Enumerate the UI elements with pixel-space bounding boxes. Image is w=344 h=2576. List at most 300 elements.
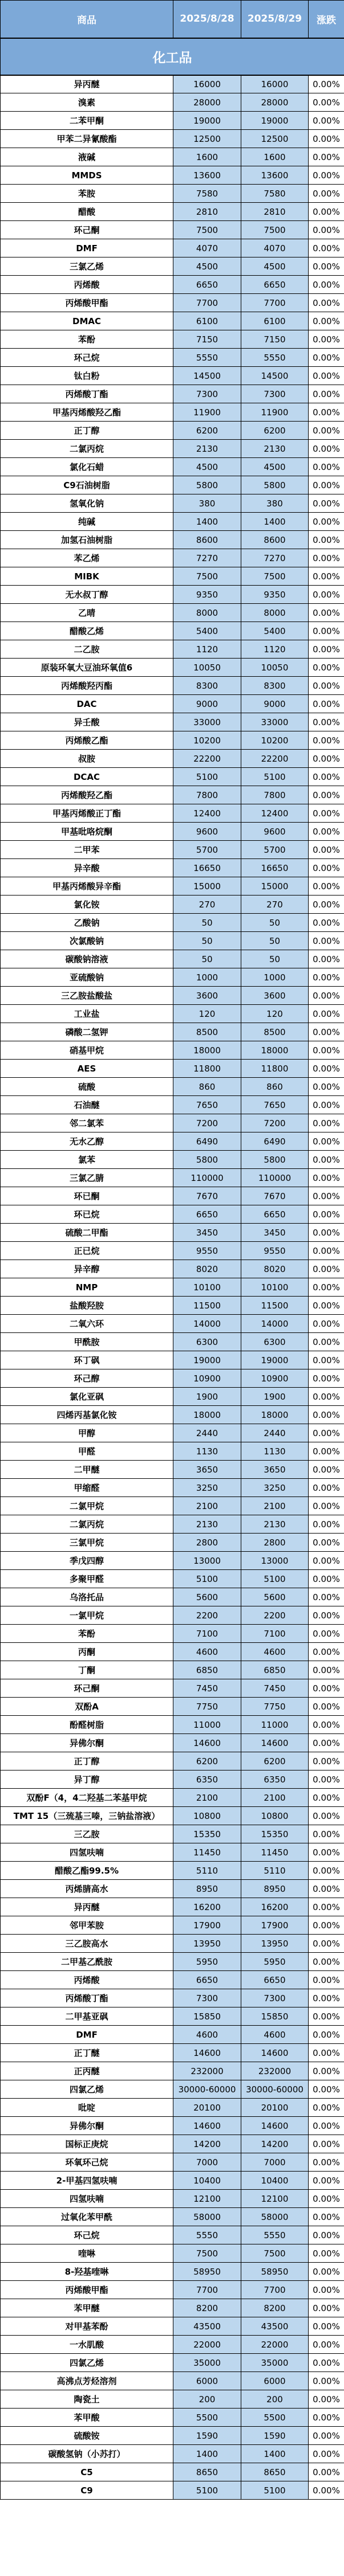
change-percent-cell: 0.00% — [309, 1297, 344, 1315]
price-2025-8-28-cell: 18000 — [173, 1406, 241, 1424]
table-row — [1, 2117, 344, 2135]
price-2025-8-28-cell: 43500 — [173, 2317, 241, 2336]
table-row — [1, 1278, 344, 1297]
product-name-cell: C9 — [1, 2481, 173, 2500]
change-percent-cell: 0.00% — [309, 1151, 344, 1169]
table-row — [1, 2354, 344, 2372]
table-row — [1, 1971, 344, 1989]
price-2025-8-28-cell: 5550 — [173, 2226, 241, 2244]
change-percent-cell: 0.00% — [309, 130, 344, 148]
change-percent-cell: 0.00% — [309, 203, 344, 221]
price-2025-8-28-cell: 58000 — [173, 2208, 241, 2226]
product-name-cell: 二氯丙烷 — [1, 1515, 173, 1534]
price-2025-8-29-cell: 14600 — [241, 2044, 309, 2062]
product-name-cell: 异辛酸 — [1, 859, 173, 877]
change-percent-cell: 0.00% — [309, 841, 344, 859]
product-name-cell: 苯甲酸 — [1, 2409, 173, 2427]
table-row — [1, 2190, 344, 2208]
price-2025-8-28-cell: 7750 — [173, 1698, 241, 1716]
product-name-cell: 双酚A — [1, 1698, 173, 1716]
change-percent-cell: 0.00% — [309, 1789, 344, 1807]
price-2025-8-29-cell: 200 — [241, 2390, 309, 2409]
table-row — [1, 1096, 344, 1114]
table-row — [1, 1862, 344, 1880]
table-row — [1, 239, 344, 257]
table-row — [1, 2390, 344, 2409]
price-2025-8-28-cell: 13950 — [173, 1935, 241, 1953]
price-2025-8-28-cell: 9000 — [173, 695, 241, 713]
table-row — [1, 567, 344, 586]
change-percent-cell: 0.00% — [309, 1242, 344, 1260]
price-2025-8-29-cell: 6200 — [241, 422, 309, 440]
product-name-cell: 丙烯酸羟丙酯 — [1, 677, 173, 695]
price-2025-8-29-cell: 6300 — [241, 1333, 309, 1351]
price-2025-8-29-cell: 6650 — [241, 1971, 309, 1989]
product-name-cell: 环丁砜 — [1, 1351, 173, 1369]
column-header-product: 商品 — [1, 1, 173, 38]
table-row — [1, 440, 344, 458]
change-percent-cell: 0.00% — [309, 2099, 344, 2117]
price-2025-8-28-cell: 1120 — [173, 640, 241, 659]
table-body — [1, 75, 344, 2500]
price-2025-8-28-cell: 35000 — [173, 2354, 241, 2372]
product-name-cell: 亚硫酸钠 — [1, 968, 173, 987]
table-row — [1, 1132, 344, 1151]
change-percent-cell: 0.00% — [309, 93, 344, 112]
product-name-cell: 四烯丙基氯化铵 — [1, 1406, 173, 1424]
price-2025-8-29-cell: 19000 — [241, 1351, 309, 1369]
product-name-cell: 丙烯酸丁酯 — [1, 1989, 173, 2007]
price-2025-8-29-cell: 3250 — [241, 1479, 309, 1497]
table-row — [1, 185, 344, 203]
price-2025-8-29-cell: 30000-60000 — [241, 2080, 309, 2099]
price-2025-8-28-cell: 5800 — [173, 1151, 241, 1169]
price-2025-8-29-cell: 13600 — [241, 166, 309, 185]
change-percent-cell: 0.00% — [309, 494, 344, 513]
table-row — [1, 932, 344, 950]
price-2025-8-29-cell: 7300 — [241, 1989, 309, 2007]
table-row — [1, 877, 344, 896]
table-row — [1, 2427, 344, 2445]
price-2025-8-29-cell: 9350 — [241, 586, 309, 604]
price-2025-8-29-cell: 15000 — [241, 877, 309, 896]
price-2025-8-29-cell: 10100 — [241, 1278, 309, 1297]
change-percent-cell: 0.00% — [309, 2026, 344, 2044]
price-2025-8-29-cell: 33000 — [241, 713, 309, 731]
change-percent-cell: 0.00% — [309, 2190, 344, 2208]
change-percent-cell: 0.00% — [309, 276, 344, 294]
change-percent-cell: 0.00% — [309, 403, 344, 422]
price-2025-8-29-cell: 6850 — [241, 1661, 309, 1679]
price-2025-8-28-cell: 7000 — [173, 2153, 241, 2172]
price-2025-8-29-cell: 11500 — [241, 1297, 309, 1315]
change-percent-cell: 0.00% — [309, 1060, 344, 1078]
table-row — [1, 1224, 344, 1242]
price-2025-8-29-cell: 14200 — [241, 2135, 309, 2153]
price-2025-8-29-cell: 7500 — [241, 567, 309, 586]
price-2025-8-28-cell: 3650 — [173, 1461, 241, 1479]
price-2025-8-28-cell: 1000 — [173, 968, 241, 987]
table-row — [1, 1643, 344, 1661]
price-2025-8-29-cell: 16000 — [241, 75, 309, 93]
column-header-date-2: 2025/8/29 — [241, 1, 309, 38]
price-2025-8-29-cell: 43500 — [241, 2317, 309, 2336]
change-percent-cell: 0.00% — [309, 713, 344, 731]
product-name-cell: 一氯甲烷 — [1, 1606, 173, 1625]
price-2025-8-28-cell: 6100 — [173, 312, 241, 330]
price-2025-8-28-cell: 15000 — [173, 877, 241, 896]
price-2025-8-28-cell: 4500 — [173, 257, 241, 276]
change-percent-cell: 0.00% — [309, 1351, 344, 1369]
price-2025-8-29-cell: 5600 — [241, 1588, 309, 1606]
table-row — [1, 950, 344, 968]
product-name-cell: 氯化石蜡 — [1, 458, 173, 476]
table-row — [1, 1880, 344, 1898]
product-name-cell: MIBK — [1, 567, 173, 586]
table-row — [1, 896, 344, 914]
product-name-cell: 三乙胺 — [1, 1825, 173, 1843]
table-row — [1, 513, 344, 531]
change-percent-cell: 0.00% — [309, 2409, 344, 2427]
price-2025-8-28-cell: 7650 — [173, 1096, 241, 1114]
price-2025-8-28-cell: 7200 — [173, 1114, 241, 1132]
change-percent-cell: 0.00% — [309, 750, 344, 768]
change-percent-cell: 0.00% — [309, 1771, 344, 1789]
price-2025-8-29-cell: 18000 — [241, 1041, 309, 1060]
change-percent-cell: 0.00% — [309, 2390, 344, 2409]
price-2025-8-29-cell: 7500 — [241, 2244, 309, 2263]
price-2025-8-28-cell: 2810 — [173, 203, 241, 221]
product-name-cell: 次氯酸钠 — [1, 932, 173, 950]
price-2025-8-29-cell: 14500 — [241, 367, 309, 385]
table-row — [1, 1771, 344, 1789]
table-row — [1, 695, 344, 713]
product-name-cell: TMT 15（三巯基三嗪，三钠盐溶液） — [1, 1807, 173, 1825]
table-row — [1, 2244, 344, 2263]
change-percent-cell: 0.00% — [309, 2263, 344, 2281]
table-row — [1, 1515, 344, 1534]
product-name-cell: 双酚F（4，4二羟基二苯基甲烷 — [1, 1789, 173, 1807]
change-percent-cell: 0.00% — [309, 731, 344, 750]
price-2025-8-28-cell: 120 — [173, 1005, 241, 1023]
price-2025-8-28-cell: 7800 — [173, 786, 241, 804]
change-percent-cell: 0.00% — [309, 440, 344, 458]
product-name-cell: 异丙醚 — [1, 1898, 173, 1916]
table-row — [1, 367, 344, 385]
price-2025-8-29-cell: 11450 — [241, 1843, 309, 1862]
price-2025-8-28-cell: 2100 — [173, 1497, 241, 1515]
product-name-cell: 环已酮 — [1, 1187, 173, 1205]
table-row — [1, 1169, 344, 1187]
change-percent-cell: 0.00% — [309, 2117, 344, 2135]
product-name-cell: 正丁醚 — [1, 2044, 173, 2062]
table-row — [1, 330, 344, 349]
price-2025-8-28-cell: 6650 — [173, 276, 241, 294]
product-name-cell: 硝基甲烷 — [1, 1041, 173, 1060]
price-2025-8-29-cell: 7650 — [241, 1096, 309, 1114]
table-row — [1, 422, 344, 440]
change-percent-cell: 0.00% — [309, 1333, 344, 1351]
table-row — [1, 2099, 344, 2117]
table-row — [1, 1497, 344, 1515]
product-name-cell: 环己烷 — [1, 349, 173, 367]
change-percent-cell: 0.00% — [309, 1698, 344, 1716]
price-2025-8-28-cell: 16000 — [173, 75, 241, 93]
table-row — [1, 1041, 344, 1060]
price-2025-8-28-cell: 9350 — [173, 586, 241, 604]
price-2025-8-29-cell: 9550 — [241, 1242, 309, 1260]
price-2025-8-29-cell: 17900 — [241, 1916, 309, 1935]
price-2025-8-29-cell: 12400 — [241, 804, 309, 823]
price-2025-8-28-cell: 20100 — [173, 2099, 241, 2117]
table-row — [1, 2044, 344, 2062]
price-2025-8-29-cell: 14600 — [241, 2117, 309, 2135]
price-2025-8-28-cell: 6000 — [173, 2372, 241, 2390]
table-row — [1, 312, 344, 330]
price-2025-8-28-cell: 5800 — [173, 476, 241, 494]
price-2025-8-28-cell: 3250 — [173, 1479, 241, 1497]
table-row — [1, 914, 344, 932]
price-2025-8-29-cell: 110000 — [241, 1169, 309, 1187]
price-2025-8-28-cell: 2200 — [173, 1606, 241, 1625]
table-row — [1, 1005, 344, 1023]
product-name-cell: 甲醛 — [1, 1442, 173, 1461]
change-percent-cell: 0.00% — [309, 1679, 344, 1698]
change-percent-cell: 0.00% — [309, 1825, 344, 1843]
price-2025-8-29-cell: 2130 — [241, 1515, 309, 1534]
table-row — [1, 2409, 344, 2427]
change-percent-cell: 0.00% — [309, 2172, 344, 2190]
price-2025-8-29-cell: 7150 — [241, 330, 309, 349]
price-2025-8-28-cell: 2100 — [173, 1789, 241, 1807]
price-2025-8-28-cell: 14600 — [173, 1734, 241, 1752]
price-2025-8-28-cell: 13600 — [173, 166, 241, 185]
change-percent-cell: 0.00% — [309, 1369, 344, 1388]
price-2025-8-29-cell: 7000 — [241, 2153, 309, 2172]
table-row — [1, 276, 344, 294]
price-2025-8-28-cell: 8600 — [173, 531, 241, 549]
table-row — [1, 640, 344, 659]
price-2025-8-28-cell: 28000 — [173, 93, 241, 112]
product-name-cell: 苯乙烯 — [1, 549, 173, 567]
table-row — [1, 713, 344, 731]
change-percent-cell: 0.00% — [309, 2445, 344, 2463]
change-percent-cell: 0.00% — [309, 422, 344, 440]
price-2025-8-29-cell: 58000 — [241, 2208, 309, 2226]
price-2025-8-28-cell: 5950 — [173, 1953, 241, 1971]
product-name-cell: 正已烷 — [1, 1242, 173, 1260]
price-2025-8-29-cell: 7800 — [241, 786, 309, 804]
price-2025-8-29-cell: 16200 — [241, 1898, 309, 1916]
table-row — [1, 2007, 344, 2026]
price-2025-8-28-cell: 1400 — [173, 513, 241, 531]
price-2025-8-29-cell: 1400 — [241, 513, 309, 531]
table-row — [1, 1953, 344, 1971]
table-row — [1, 1807, 344, 1825]
product-name-cell: 原装环氧大豆油环氧值6 — [1, 659, 173, 677]
price-2025-8-29-cell: 232000 — [241, 2062, 309, 2080]
table-row — [1, 2026, 344, 2044]
product-name-cell: 环己酮 — [1, 221, 173, 239]
price-2025-8-29-cell: 7580 — [241, 185, 309, 203]
price-2025-8-29-cell: 11800 — [241, 1060, 309, 1078]
table-row — [1, 1625, 344, 1643]
price-2025-8-28-cell: 3450 — [173, 1224, 241, 1242]
change-percent-cell: 0.00% — [309, 1479, 344, 1497]
product-name-cell: DMF — [1, 239, 173, 257]
product-name-cell: 邻二氯苯 — [1, 1114, 173, 1132]
change-percent-cell: 0.00% — [309, 2135, 344, 2153]
product-name-cell: 环氧环己烷 — [1, 2153, 173, 2172]
change-percent-cell: 0.00% — [309, 1205, 344, 1224]
price-2025-8-29-cell: 6350 — [241, 1771, 309, 1789]
product-name-cell: 硫酸二甲酯 — [1, 1224, 173, 1242]
price-2025-8-29-cell: 5950 — [241, 1953, 309, 1971]
price-2025-8-28-cell: 15850 — [173, 2007, 241, 2026]
table-row — [1, 1734, 344, 1752]
price-2025-8-28-cell: 8000 — [173, 604, 241, 622]
table-row — [1, 1898, 344, 1916]
table-row — [1, 1388, 344, 1406]
price-2025-8-28-cell: 6850 — [173, 1661, 241, 1679]
change-percent-cell: 0.00% — [309, 1588, 344, 1606]
price-2025-8-29-cell: 6650 — [241, 1205, 309, 1224]
price-2025-8-28-cell: 7300 — [173, 385, 241, 403]
price-2025-8-28-cell: 11450 — [173, 1843, 241, 1862]
price-2025-8-29-cell: 15350 — [241, 1825, 309, 1843]
table-row — [1, 1333, 344, 1351]
price-2025-8-28-cell: 11000 — [173, 1716, 241, 1734]
price-2025-8-29-cell: 6200 — [241, 1752, 309, 1771]
change-percent-cell: 0.00% — [309, 968, 344, 987]
price-2025-8-29-cell: 50 — [241, 914, 309, 932]
change-percent-cell: 0.00% — [309, 367, 344, 385]
change-percent-cell: 0.00% — [309, 1643, 344, 1661]
price-2025-8-28-cell: 8650 — [173, 2463, 241, 2481]
price-2025-8-28-cell: 7700 — [173, 2281, 241, 2299]
section-row — [1, 38, 344, 75]
price-2025-8-28-cell: 22200 — [173, 750, 241, 768]
table-row — [1, 823, 344, 841]
change-percent-cell: 0.00% — [309, 1807, 344, 1825]
product-name-cell: 醋酸乙烯 — [1, 622, 173, 640]
price-2025-8-28-cell: 2440 — [173, 1424, 241, 1442]
price-2025-8-28-cell: 7270 — [173, 549, 241, 567]
price-2025-8-28-cell: 13000 — [173, 1552, 241, 1570]
change-percent-cell: 0.00% — [309, 1989, 344, 2007]
change-percent-cell: 0.00% — [309, 1916, 344, 1935]
price-2025-8-29-cell: 380 — [241, 494, 309, 513]
change-percent-cell: 0.00% — [309, 567, 344, 586]
product-name-cell: 二氧六环 — [1, 1315, 173, 1333]
product-name-cell: 异壬酸 — [1, 713, 173, 731]
price-2025-8-29-cell: 1590 — [241, 2427, 309, 2445]
product-name-cell: 甲酰胺 — [1, 1333, 173, 1351]
change-percent-cell: 0.00% — [309, 1278, 344, 1297]
table-row — [1, 1461, 344, 1479]
product-name-cell: 四氢呋喃 — [1, 1843, 173, 1862]
product-name-cell: 甲缩醛 — [1, 1479, 173, 1497]
change-percent-cell: 0.00% — [309, 804, 344, 823]
price-2025-8-29-cell: 2100 — [241, 1497, 309, 1515]
product-name-cell: 四氯乙烯 — [1, 2080, 173, 2099]
price-2025-8-28-cell: 10100 — [173, 1278, 241, 1297]
product-name-cell: DMAC — [1, 312, 173, 330]
price-2025-8-28-cell: 8500 — [173, 1023, 241, 1041]
price-2025-8-29-cell: 15850 — [241, 2007, 309, 2026]
price-2025-8-28-cell: 232000 — [173, 2062, 241, 2080]
product-name-cell: MMDS — [1, 166, 173, 185]
product-name-cell: 陶瓷土 — [1, 2390, 173, 2409]
price-2025-8-28-cell: 5400 — [173, 622, 241, 640]
change-percent-cell: 0.00% — [309, 2354, 344, 2372]
change-percent-cell: 0.00% — [309, 257, 344, 276]
change-percent-cell: 0.00% — [309, 2427, 344, 2445]
price-2025-8-29-cell: 5550 — [241, 2226, 309, 2244]
table-row — [1, 1442, 344, 1461]
price-2025-8-28-cell: 11800 — [173, 1060, 241, 1078]
change-percent-cell: 0.00% — [309, 1625, 344, 1643]
product-name-cell: 丙烯酸 — [1, 1971, 173, 1989]
change-percent-cell: 0.00% — [309, 786, 344, 804]
product-name-cell: 异佛尔酮 — [1, 2117, 173, 2135]
change-percent-cell: 0.00% — [309, 1898, 344, 1916]
change-percent-cell: 0.00% — [309, 476, 344, 494]
price-2025-8-29-cell: 22200 — [241, 750, 309, 768]
price-2025-8-29-cell: 14600 — [241, 1734, 309, 1752]
price-2025-8-29-cell: 10050 — [241, 659, 309, 677]
price-2025-8-28-cell: 7500 — [173, 567, 241, 586]
price-2025-8-29-cell: 4500 — [241, 458, 309, 476]
price-2025-8-28-cell: 10050 — [173, 659, 241, 677]
change-percent-cell: 0.00% — [309, 1461, 344, 1479]
table-row — [1, 1825, 344, 1843]
price-2025-8-28-cell: 10800 — [173, 1807, 241, 1825]
product-name-cell: 乌洛托品 — [1, 1588, 173, 1606]
price-2025-8-29-cell: 7100 — [241, 1625, 309, 1643]
product-name-cell: 二甲基乙酰胺 — [1, 1953, 173, 1971]
price-2025-8-29-cell: 10800 — [241, 1807, 309, 1825]
change-percent-cell: 0.00% — [309, 2317, 344, 2336]
product-name-cell: 二乙胺 — [1, 640, 173, 659]
change-percent-cell: 0.00% — [309, 2463, 344, 2481]
product-name-cell: 甲基丙烯酸羟乙酯 — [1, 403, 173, 422]
price-2025-8-29-cell: 7270 — [241, 549, 309, 567]
price-2025-8-29-cell: 50 — [241, 932, 309, 950]
price-2025-8-28-cell: 3600 — [173, 987, 241, 1005]
price-2025-8-29-cell: 5800 — [241, 1151, 309, 1169]
change-percent-cell: 0.00% — [309, 1078, 344, 1096]
price-2025-8-28-cell: 50 — [173, 932, 241, 950]
price-2025-8-28-cell: 58950 — [173, 2263, 241, 2281]
price-2025-8-28-cell: 5700 — [173, 841, 241, 859]
table-row — [1, 2135, 344, 2153]
product-name-cell: 丙酮 — [1, 1643, 173, 1661]
product-name-cell: 钛白粉 — [1, 367, 173, 385]
price-2025-8-28-cell: 5110 — [173, 1862, 241, 1880]
price-2025-8-28-cell: 2800 — [173, 1534, 241, 1552]
product-name-cell: 环己烷 — [1, 2226, 173, 2244]
table-row — [1, 2080, 344, 2099]
change-percent-cell: 0.00% — [309, 823, 344, 841]
product-name-cell: 三乙胺高水 — [1, 1935, 173, 1953]
change-percent-cell: 0.00% — [309, 1388, 344, 1406]
table-row — [1, 1315, 344, 1333]
product-name-cell: 硫酸 — [1, 1078, 173, 1096]
table-row — [1, 294, 344, 312]
price-2025-8-28-cell: 10900 — [173, 1369, 241, 1388]
product-name-cell: 三氯乙烯 — [1, 257, 173, 276]
